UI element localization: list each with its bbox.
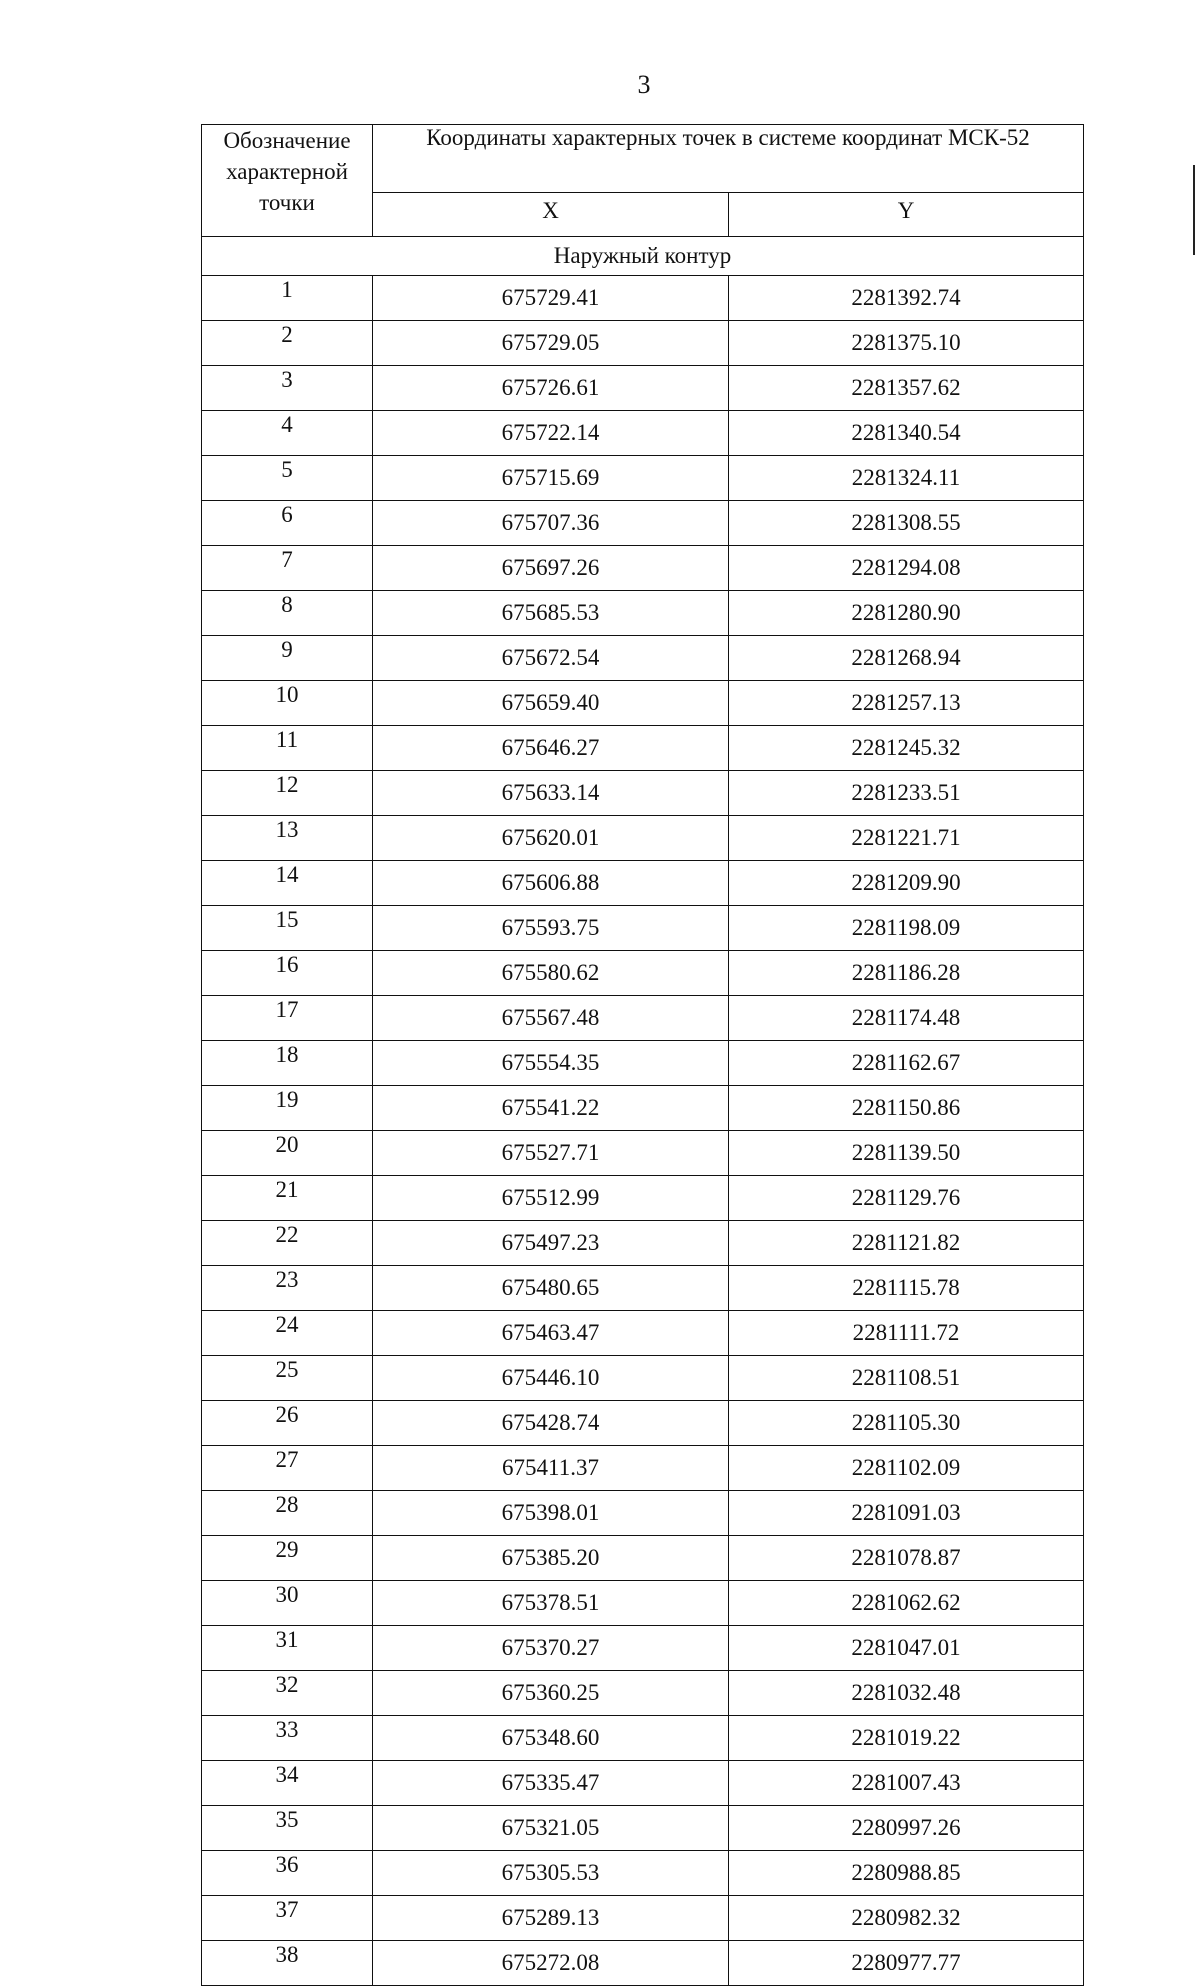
y-coordinate-cell: 2281162.67 xyxy=(729,1041,1084,1086)
point-number-cell: 9 xyxy=(202,636,373,681)
y-coordinate-cell: 2281019.22 xyxy=(729,1716,1084,1761)
y-coordinate-cell: 2281047.01 xyxy=(729,1626,1084,1671)
point-number-cell: 35 xyxy=(202,1806,373,1851)
y-coordinate-cell: 2280982.32 xyxy=(729,1896,1084,1941)
x-coordinate-cell: 675697.26 xyxy=(373,546,729,591)
point-number-cell: 24 xyxy=(202,1311,373,1356)
table-row xyxy=(202,1851,1084,1896)
table-row xyxy=(202,1671,1084,1716)
point-number-cell: 4 xyxy=(202,411,373,456)
y-coordinate-cell: 2281392.74 xyxy=(729,276,1084,321)
x-coordinate-cell: 675348.60 xyxy=(373,1716,729,1761)
table-row xyxy=(202,1446,1084,1491)
point-number-cell: 16 xyxy=(202,951,373,996)
y-coordinate-cell: 2281129.76 xyxy=(729,1176,1084,1221)
y-coordinate-cell: 2281091.03 xyxy=(729,1491,1084,1536)
header-x: X xyxy=(373,193,729,237)
y-coordinate-cell: 2281375.10 xyxy=(729,321,1084,366)
y-coordinate-cell: 2280997.26 xyxy=(729,1806,1084,1851)
table-row xyxy=(202,1131,1084,1176)
point-number-cell: 31 xyxy=(202,1626,373,1671)
point-number-cell: 34 xyxy=(202,1761,373,1806)
x-coordinate-cell: 675428.74 xyxy=(373,1401,729,1446)
x-coordinate-cell: 675385.20 xyxy=(373,1536,729,1581)
point-number-cell: 12 xyxy=(202,771,373,816)
y-coordinate-cell: 2281294.08 xyxy=(729,546,1084,591)
point-number-cell: 30 xyxy=(202,1581,373,1626)
table-row xyxy=(202,1761,1084,1806)
y-coordinate-cell: 2281111.72 xyxy=(729,1311,1084,1356)
x-coordinate-cell: 675715.69 xyxy=(373,456,729,501)
x-coordinate-cell: 675593.75 xyxy=(373,906,729,951)
x-coordinate-cell: 675272.08 xyxy=(373,1941,729,1986)
point-number-cell: 6 xyxy=(202,501,373,546)
point-number-cell: 22 xyxy=(202,1221,373,1266)
x-coordinate-cell: 675729.05 xyxy=(373,321,729,366)
table-row xyxy=(202,591,1084,636)
table-row xyxy=(202,456,1084,501)
header-coordinates: Координаты характерных точек в системе координат МСК-52 xyxy=(373,125,1084,193)
table-row xyxy=(202,861,1084,906)
x-coordinate-cell: 675567.48 xyxy=(373,996,729,1041)
x-coordinate-cell: 675446.10 xyxy=(373,1356,729,1401)
point-number-cell: 32 xyxy=(202,1671,373,1716)
point-number-cell: 28 xyxy=(202,1491,373,1536)
y-coordinate-cell: 2280988.85 xyxy=(729,1851,1084,1896)
point-number-cell: 21 xyxy=(202,1176,373,1221)
point-number-cell: 20 xyxy=(202,1131,373,1176)
table-row xyxy=(202,1581,1084,1626)
table-row xyxy=(202,501,1084,546)
y-coordinate-cell: 2281257.13 xyxy=(729,681,1084,726)
table-row xyxy=(202,726,1084,771)
y-coordinate-cell: 2281108.51 xyxy=(729,1356,1084,1401)
x-coordinate-cell: 675398.01 xyxy=(373,1491,729,1536)
point-number-cell: 25 xyxy=(202,1356,373,1401)
x-coordinate-cell: 675633.14 xyxy=(373,771,729,816)
table-row xyxy=(202,951,1084,996)
table-row xyxy=(202,1491,1084,1536)
point-number-cell: 36 xyxy=(202,1851,373,1896)
x-coordinate-cell: 675646.27 xyxy=(373,726,729,771)
y-coordinate-cell: 2281032.48 xyxy=(729,1671,1084,1716)
y-coordinate-cell: 2281062.62 xyxy=(729,1581,1084,1626)
x-coordinate-cell: 675527.71 xyxy=(373,1131,729,1176)
x-coordinate-cell: 675321.05 xyxy=(373,1806,729,1851)
x-coordinate-cell: 675726.61 xyxy=(373,366,729,411)
y-coordinate-cell: 2281280.90 xyxy=(729,591,1084,636)
table-row xyxy=(202,321,1084,366)
point-number-cell: 23 xyxy=(202,1266,373,1311)
x-coordinate-cell: 675411.37 xyxy=(373,1446,729,1491)
table-row xyxy=(202,816,1084,861)
x-coordinate-cell: 675463.47 xyxy=(373,1311,729,1356)
x-coordinate-cell: 675335.47 xyxy=(373,1761,729,1806)
y-coordinate-cell: 2281174.48 xyxy=(729,996,1084,1041)
y-coordinate-cell: 2281139.50 xyxy=(729,1131,1084,1176)
table-row xyxy=(202,1176,1084,1221)
x-coordinate-cell: 675360.25 xyxy=(373,1671,729,1716)
y-coordinate-cell: 2281198.09 xyxy=(729,906,1084,951)
table-row xyxy=(202,1311,1084,1356)
point-number-cell: 29 xyxy=(202,1536,373,1581)
point-number-cell: 19 xyxy=(202,1086,373,1131)
y-coordinate-cell: 2281324.11 xyxy=(729,456,1084,501)
table-row xyxy=(202,1221,1084,1266)
table-row xyxy=(202,411,1084,456)
x-coordinate-cell: 675685.53 xyxy=(373,591,729,636)
x-coordinate-cell: 675541.22 xyxy=(373,1086,729,1131)
table-row xyxy=(202,1806,1084,1851)
point-number-cell: 11 xyxy=(202,726,373,771)
table-row xyxy=(202,1266,1084,1311)
y-coordinate-cell: 2281105.30 xyxy=(729,1401,1084,1446)
y-coordinate-cell: 2281078.87 xyxy=(729,1536,1084,1581)
x-coordinate-cell: 675722.14 xyxy=(373,411,729,456)
point-number-cell: 1 xyxy=(202,276,373,321)
x-coordinate-cell: 675659.40 xyxy=(373,681,729,726)
point-number-cell: 8 xyxy=(202,591,373,636)
y-coordinate-cell: 2281340.54 xyxy=(729,411,1084,456)
point-number-cell: 7 xyxy=(202,546,373,591)
point-number-cell: 33 xyxy=(202,1716,373,1761)
point-number-cell: 38 xyxy=(202,1941,373,1986)
coordinates-table xyxy=(201,124,1084,1986)
y-coordinate-cell: 2281357.62 xyxy=(729,366,1084,411)
table-row xyxy=(202,1356,1084,1401)
table-row xyxy=(202,1401,1084,1446)
header-y: Y xyxy=(729,193,1084,237)
x-coordinate-cell: 675672.54 xyxy=(373,636,729,681)
x-coordinate-cell: 675620.01 xyxy=(373,816,729,861)
y-coordinate-cell: 2281150.86 xyxy=(729,1086,1084,1131)
x-coordinate-cell: 675512.99 xyxy=(373,1176,729,1221)
point-number-cell: 13 xyxy=(202,816,373,861)
table-row xyxy=(202,276,1084,321)
y-coordinate-cell: 2281268.94 xyxy=(729,636,1084,681)
x-coordinate-cell: 675580.62 xyxy=(373,951,729,996)
point-number-cell: 3 xyxy=(202,366,373,411)
x-coordinate-cell: 675729.41 xyxy=(373,276,729,321)
y-coordinate-cell: 2281186.28 xyxy=(729,951,1084,996)
table-row xyxy=(202,546,1084,591)
x-coordinate-cell: 675497.23 xyxy=(373,1221,729,1266)
table-row xyxy=(202,1896,1084,1941)
table-row xyxy=(202,771,1084,816)
section-title: Наружный контур xyxy=(202,237,1084,276)
point-number-cell: 15 xyxy=(202,906,373,951)
point-number-cell: 27 xyxy=(202,1446,373,1491)
point-number-cell: 10 xyxy=(202,681,373,726)
table-row xyxy=(202,1626,1084,1671)
point-number-cell: 17 xyxy=(202,996,373,1041)
table-row xyxy=(202,906,1084,951)
x-coordinate-cell: 675480.65 xyxy=(373,1266,729,1311)
table-row xyxy=(202,366,1084,411)
table-row xyxy=(202,1716,1084,1761)
point-number-cell: 2 xyxy=(202,321,373,366)
table-row xyxy=(202,1086,1084,1131)
point-number-cell: 18 xyxy=(202,1041,373,1086)
y-coordinate-cell: 2281245.32 xyxy=(729,726,1084,771)
table-row xyxy=(202,636,1084,681)
x-coordinate-cell: 675370.27 xyxy=(373,1626,729,1671)
y-coordinate-cell: 2281115.78 xyxy=(729,1266,1084,1311)
x-coordinate-cell: 675707.36 xyxy=(373,501,729,546)
point-number-cell: 5 xyxy=(202,456,373,501)
table-row xyxy=(202,1941,1084,1986)
point-number-cell: 37 xyxy=(202,1896,373,1941)
header-point-designation: Обозначение характерной точки xyxy=(202,125,373,237)
table-row xyxy=(202,681,1084,726)
page-number: 3 xyxy=(637,70,651,99)
x-coordinate-cell: 675378.51 xyxy=(373,1581,729,1626)
point-number-cell: 14 xyxy=(202,861,373,906)
y-coordinate-cell: 2281121.82 xyxy=(729,1221,1084,1266)
y-coordinate-cell: 2281102.09 xyxy=(729,1446,1084,1491)
y-coordinate-cell: 2281308.55 xyxy=(729,501,1084,546)
table-row xyxy=(202,996,1084,1041)
table-row xyxy=(202,1041,1084,1086)
x-coordinate-cell: 675554.35 xyxy=(373,1041,729,1086)
y-coordinate-cell: 2280977.77 xyxy=(729,1941,1084,1986)
scan-edge-mark xyxy=(1193,165,1195,255)
x-coordinate-cell: 675305.53 xyxy=(373,1851,729,1896)
y-coordinate-cell: 2281221.71 xyxy=(729,816,1084,861)
y-coordinate-cell: 2281007.43 xyxy=(729,1761,1084,1806)
y-coordinate-cell: 2281209.90 xyxy=(729,861,1084,906)
table-row xyxy=(202,1536,1084,1581)
x-coordinate-cell: 675606.88 xyxy=(373,861,729,906)
x-coordinate-cell: 675289.13 xyxy=(373,1896,729,1941)
point-number-cell: 26 xyxy=(202,1401,373,1446)
y-coordinate-cell: 2281233.51 xyxy=(729,771,1084,816)
